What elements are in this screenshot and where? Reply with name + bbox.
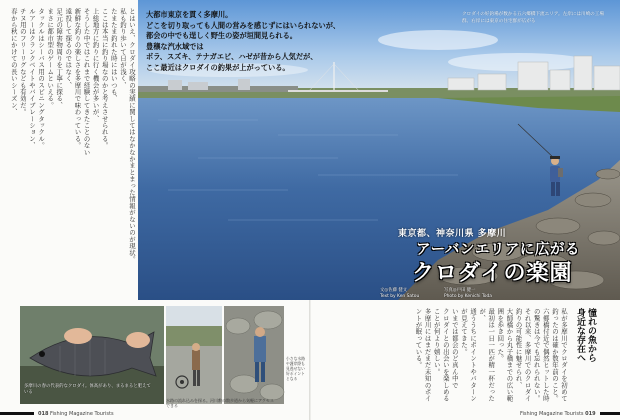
body-paragraph: チヌ用のフリーリグなども有効だ。: [18, 8, 27, 116]
article-title-line2: クロダイの楽園: [412, 260, 573, 286]
body-paragraph: 六郷橋付近で偶然ヒットした時の驚きは今でも忘れられない。: [532, 308, 550, 402]
angler-photo: [166, 306, 222, 404]
left-body-text: [9, 8, 136, 294]
wading-photo: [224, 306, 284, 404]
folio-right: [520, 411, 596, 417]
body-paragraph: 私が多摩川でクロダイを初めて釣ったのは確か数年前のこと。: [550, 308, 568, 402]
folio-bar-right: [600, 412, 620, 415]
intro-heading-line: 身近な存在へ: [575, 308, 585, 362]
magazine-name: Fishing Magazine: [50, 411, 93, 417]
photo-credit: 写真◎戸田 健一 Photo by Kenichi Toda: [444, 288, 492, 299]
body-paragraph: 足元の障害物周りを丁寧に探る、: [55, 8, 64, 109]
body-paragraph: 上総地方に釣りに行く機会が多いが、: [91, 8, 100, 122]
body-paragraph: クロダイとの出会いを楽しめることが何より嬉しい。: [432, 308, 450, 402]
fish-photo-caption: 多摩川の春の代表的なクロダイ。体高があり、まるまると肥えている: [24, 384, 151, 396]
lead-line: 大都市東京を貫く多摩川。: [146, 10, 233, 19]
body-paragraph: タックルはシーバス用のスピニングタックル。: [37, 8, 46, 149]
intro-heading-line: 憧れの魚から: [586, 308, 596, 362]
body-paragraph: 私も釣り歩いて日が浅く、: [118, 8, 127, 89]
body-paragraph: ルアーはクランクベイトやバイブレーション、: [27, 8, 36, 149]
lead-line: ここ最近はクロダイの釣果が上がっている。: [146, 62, 290, 72]
body-paragraph: 最初は一日一匹が精一杯だったが、: [478, 308, 496, 402]
article-kicker: 東京都、神奈川県 多摩川: [398, 229, 507, 239]
lead-line: ボラ、スズキ、テナガエビ、ハゼが昔から人気だが、: [146, 52, 318, 62]
body-paragraph: 新鮮な釣りの楽しさを多摩川で味わっている。: [73, 8, 82, 149]
hero-caption: クロダイの好釣場が数かる五六郷橋下流エリア。左岸には川崎の工場群、右岸には東京の住宅群が広がる: [462, 12, 604, 24]
intro-heading: [574, 308, 596, 398]
article-title-line1: アーバンエリアに広がる: [416, 241, 580, 258]
magazine-name: Fishing Magazine: [520, 411, 563, 417]
lead-text: [146, 10, 341, 74]
lead-line: 都会の中でも逞しく野生の姿が垣間見られる。: [146, 31, 297, 41]
body-paragraph: ここは本当に釣り場なのかと考えさせられる。: [100, 8, 109, 149]
body-paragraph: それ以来、多摩川でのクロダイ釣りの可能性に魅せられ、: [514, 308, 532, 402]
lead-line: どこを切り取っても人間の営みを感じずにはいられないが、: [146, 20, 341, 30]
body-paragraph: 春から秋にかけての長いシーズン、: [9, 8, 18, 116]
section-tag: Tourists: [564, 411, 584, 417]
body-paragraph: 多摩川にはまだまだ未知のポイントが眠っている。: [414, 308, 432, 402]
lead-line: 豊穣な汽水域では: [146, 41, 204, 51]
page-number: 019: [585, 411, 596, 417]
body-paragraph: いまでは都会のど真ん中で: [450, 308, 459, 389]
right-body-text: [318, 308, 568, 406]
body-paragraph: まさに都市型のゲームといえる。: [46, 8, 55, 109]
body-paragraph: 大師橋から丸子橋までの広い範囲を歩き回った。: [496, 308, 514, 402]
page-number: 018: [38, 411, 49, 417]
folio-bar-left: [0, 412, 34, 415]
angler-photo-caption: 水路の流れ込みを探る。河川敷の散歩道から気軽にアクセスできる: [166, 398, 274, 408]
writer-credit: 文◎佐藤 健文 Text by Ken Satou: [380, 288, 420, 299]
body-paragraph: 遠投して探るのではなく、: [64, 8, 73, 89]
folio-left: [38, 411, 114, 417]
body-paragraph: そうした中ではこれまで経験してきたことのない: [82, 8, 91, 156]
body-paragraph: とはいえ、クロダイ攻略の実績に関してはなかなかまとまった情報がないのが現状。: [128, 8, 136, 263]
section-tag: Tourists: [94, 411, 114, 417]
body-paragraph: たまたま釣れた時にはいつも、: [109, 8, 118, 102]
wading-photo-caption: 小さな水路や護岸際も見逃せない好ポイントとなる: [286, 356, 305, 381]
body-paragraph: 通ううちにポイントやパターンが見えてきた。: [459, 308, 478, 402]
